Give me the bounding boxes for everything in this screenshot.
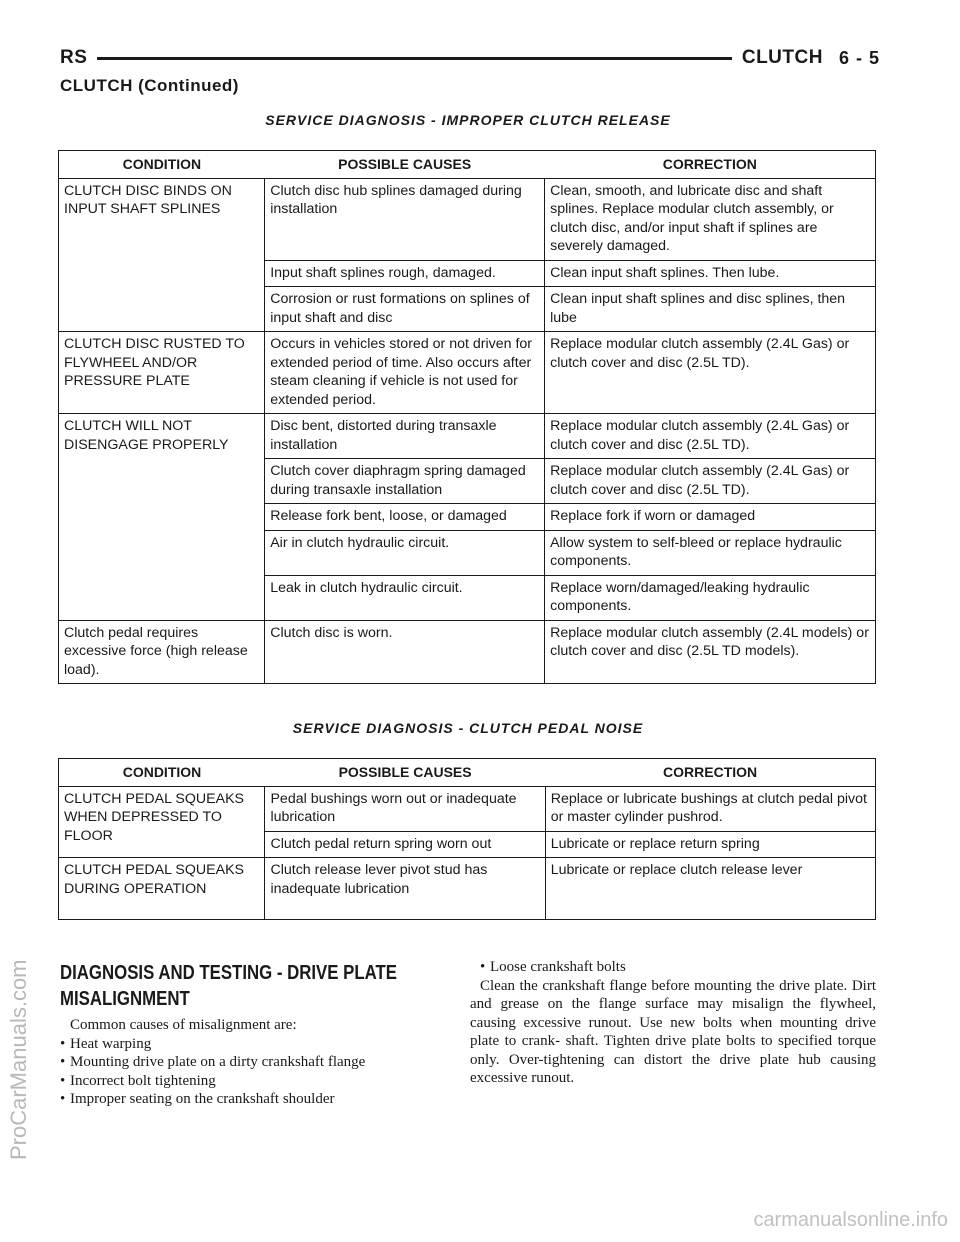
condition-cell: CLUTCH PEDAL SQUEAKS WHEN DEPRESSED TO FLOOR <box>59 786 265 858</box>
intro-text: Common causes of misalignment are: <box>70 1017 297 1033</box>
correction-cell: Replace worn/damaged/leaking hydraulic components. <box>545 575 876 620</box>
table-header-row <box>59 759 876 787</box>
table-row <box>59 414 876 459</box>
correction-cell: Replace fork if worn or damaged <box>545 504 876 531</box>
manual-code: RS <box>60 47 88 68</box>
correction-cell: Lubricate or replace return spring <box>545 831 875 858</box>
cause-cell: Clutch cover diaphragm spring damaged during transaxle installation <box>265 459 545 504</box>
bullet-icon: • <box>480 959 486 975</box>
table-row <box>59 620 876 684</box>
right-column <box>470 958 876 1088</box>
cause-cell: Pedal bushings worn out or inadequate lubrication <box>265 786 545 831</box>
correction-cell: Lubricate or replace clutch release lever <box>545 858 875 920</box>
correction-cell: Clean input shaft splines and disc splines, then lube <box>545 287 876 332</box>
list-item: • Loose crankshaft bolts <box>480 959 626 975</box>
correction-cell: Replace modular clutch assembly (2.4L Gas) or clutch cover and disc (2.5L TD). <box>545 414 876 459</box>
cause-cell: Clutch release lever pivot stud has inadequate lubrication <box>265 858 545 920</box>
correction-cell: Clean, smooth, and lubricate disc and shaft splines. Replace modular clutch assembly, or clutch disc, and/or input shaft if splines are severely damaged. <box>545 178 876 260</box>
section-heading <box>60 960 455 1012</box>
section-heading-line1: DIAGNOSIS AND TESTING - DRIVE PLATE <box>60 962 397 984</box>
table-row <box>59 858 876 920</box>
correction-cell: Allow system to self-bleed or replace hydraulic components. <box>545 530 876 575</box>
correction-cell: Clean input shaft splines. Then lube. <box>545 260 876 287</box>
table1-title: SERVICE DIAGNOSIS - IMPROPER CLUTCH RELEASE <box>265 112 671 128</box>
cause-cell: Corrosion or rust formations on splines of input shaft and disc <box>265 287 545 332</box>
cause-cell: Air in clutch hydraulic circuit. <box>265 530 545 575</box>
condition-cell: Clutch pedal requires excessive force (high release load). <box>59 620 265 684</box>
condition-cell: CLUTCH WILL NOT DISENGAGE PROPERLY <box>59 414 265 621</box>
section-heading-line2: MISALIGNMENT <box>60 988 190 1010</box>
cause-cell: Clutch disc is worn. <box>265 620 545 684</box>
cause-cell: Occurs in vehicles stored or not driven for extended period of time. Also occurs after steam cleaning if vehicle is not used for extended period. <box>265 332 545 414</box>
bullet-icon: • <box>60 1072 66 1089</box>
col-causes: POSSIBLE CAUSES <box>265 759 545 787</box>
cause-cell: Release fork bent, loose, or damaged <box>265 504 545 531</box>
col-correction: CORRECTION <box>545 151 876 179</box>
correction-cell: Replace modular clutch assembly (2.4L Gas) or clutch cover and disc (2.5L TD). <box>545 459 876 504</box>
list-item: • Mounting drive plate on a dirty crankshaft flange <box>60 1054 366 1070</box>
condition-cell: CLUTCH PEDAL SQUEAKS DURING OPERATION <box>59 858 265 920</box>
list-item: • Heat warping <box>60 1035 152 1052</box>
table-row <box>59 786 876 831</box>
table-row <box>59 332 876 414</box>
section-name: CLUTCH <box>741 47 823 68</box>
table2-title: SERVICE DIAGNOSIS - CLUTCH PEDAL NOISE <box>292 720 644 736</box>
footer-watermark: carmanualsonline.info <box>753 1209 948 1231</box>
correction-cell: Replace modular clutch assembly (2.4L Gas) or clutch cover and disc (2.5L TD). <box>545 332 876 414</box>
list-item: • Improper seating on the crankshaft shoulder <box>60 1091 335 1107</box>
table-header-row <box>59 151 876 179</box>
condition-cell: CLUTCH DISC RUSTED TO FLYWHEEL AND/OR PRESSURE PLATE <box>59 332 265 414</box>
col-correction: CORRECTION <box>545 759 875 787</box>
improper-release-table <box>58 150 876 684</box>
table-row <box>59 178 876 260</box>
correction-cell: Replace modular clutch assembly (2.4L models) or clutch cover and disc (2.5L TD models). <box>545 620 876 684</box>
continued-heading: CLUTCH (Continued) <box>60 76 239 95</box>
bullet-icon: • <box>60 1035 66 1052</box>
col-condition: CONDITION <box>59 759 265 787</box>
pedal-noise-table <box>58 758 876 920</box>
col-causes: POSSIBLE CAUSES <box>265 151 545 179</box>
cause-cell: Input shaft splines rough, damaged. <box>265 260 545 287</box>
list-item: • Incorrect bolt tightening <box>60 1072 216 1089</box>
header-rule <box>97 57 731 60</box>
bullet-icon: • <box>60 1091 66 1107</box>
condition-cell: CLUTCH DISC BINDS ON INPUT SHAFT SPLINES <box>59 178 265 332</box>
cause-cell: Clutch pedal return spring worn out <box>265 831 545 858</box>
cause-cell: Disc bent, distorted during transaxle installation <box>265 414 545 459</box>
cause-cell: Leak in clutch hydraulic circuit. <box>265 575 545 620</box>
side-watermark: ProCarManuals.com <box>6 959 31 1160</box>
col-condition: CONDITION <box>59 151 265 179</box>
left-column <box>60 960 452 1109</box>
cause-cell: Clutch disc hub splines damaged during installation <box>265 178 545 260</box>
page-header <box>60 44 880 72</box>
bullet-icon: • <box>60 1054 66 1070</box>
page-number: 6 - 5 <box>838 47 880 68</box>
correction-cell: Replace or lubricate bushings at clutch pedal pivot or master cylinder pushrod. <box>545 786 875 831</box>
body-text: Clean the crankshaft flange before mounting the drive plate. Dirt and grease on the flange surface may misalign the flywheel, causing excessive runout. Use new bolts when mounting drive plate to crank- shaft. Tighten drive plate bolts to specified torque only. Over-tightening can distort the drive plate hub causing excessive runout. <box>470 977 876 1086</box>
